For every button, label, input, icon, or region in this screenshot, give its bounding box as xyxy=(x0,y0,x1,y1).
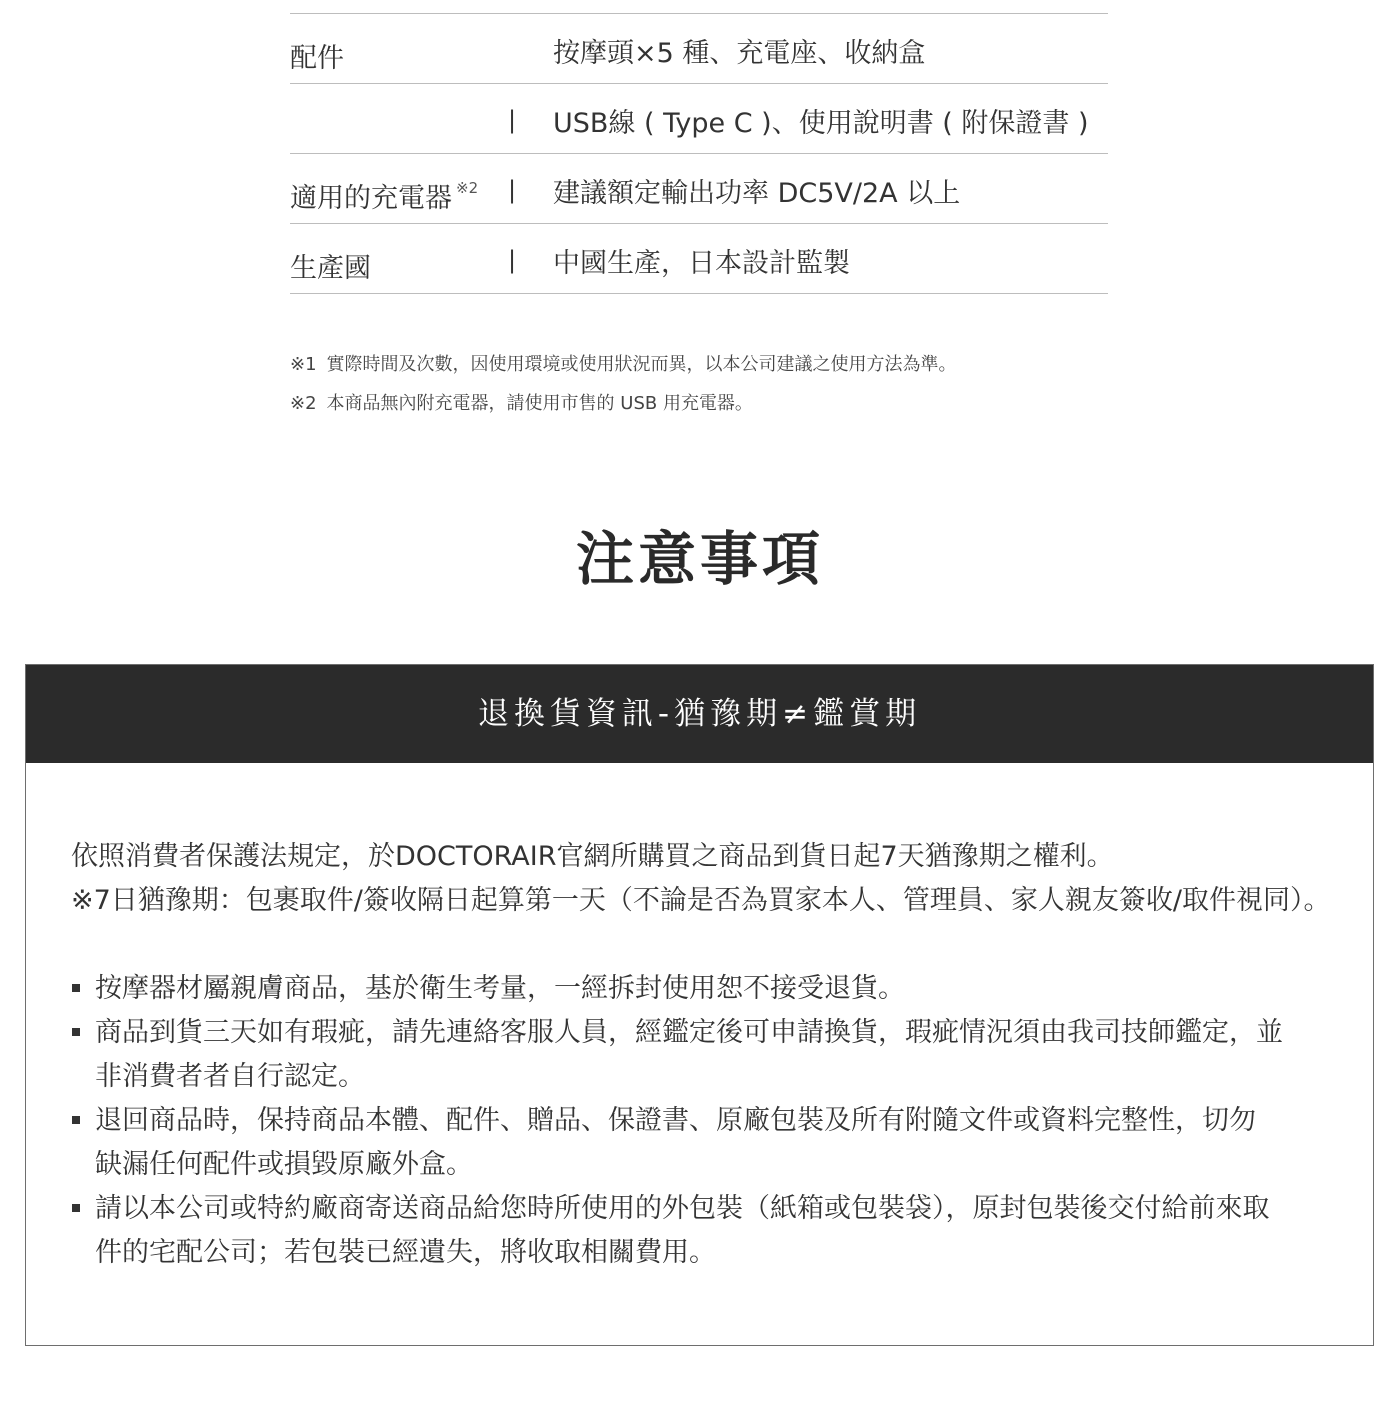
return-policy-body xyxy=(71,835,1351,1275)
rule-item xyxy=(71,1099,1351,1187)
footnotes xyxy=(290,345,957,423)
rule-line: 件的宅配公司；若包裝已經遺失，將收取相關費用。 xyxy=(95,1237,716,1268)
spec-value: 按摩頭×5 種、充電座、收納盒 xyxy=(553,38,926,69)
spec-value: 中國生產，日本設計監製 xyxy=(553,248,850,279)
footnote-1 xyxy=(290,345,957,384)
section-title: 注意事項 xyxy=(575,525,824,593)
spec-value: 建議額定輸出功率 DC5V/2A 以上 xyxy=(553,178,961,209)
spec-separator: | xyxy=(508,246,517,274)
intro-line: ※7日猶豫期：包裹取件/簽收隔日起算第一天（不論是否為買家本人、管理員、家人親友簽收/取件視同）。 xyxy=(71,885,1331,916)
spec-row-accessories xyxy=(290,14,1108,84)
spec-label-text: 適用的充電器 xyxy=(290,183,452,214)
rule-item xyxy=(71,1011,1351,1099)
rule-line: 商品到貨三天如有瑕疵，請先連絡客服人員，經鑑定後可申請換貨，瑕疵情況須由我司技師鑑定，並 xyxy=(95,1017,1283,1048)
spec-separator: | xyxy=(508,106,517,134)
footnote-ref: ※2 xyxy=(456,179,479,197)
rule-line: 缺漏任何配件或損毀原廠外盒。 xyxy=(95,1149,473,1180)
footnote-2 xyxy=(290,384,957,423)
return-policy-box xyxy=(25,664,1374,1346)
rule-line: 非消費者者自行認定。 xyxy=(95,1061,365,1092)
footnote-text: 實際時間及次數，因使用環境或使用狀況而異，以本公司建議之使用方法為準。 xyxy=(326,354,957,375)
footnote-mark: ※1 xyxy=(290,354,317,375)
return-policy-header: 退換貨資訊-猶豫期≠鑑賞期 xyxy=(26,665,1373,763)
rule-line: 退回商品時，保持商品本體、配件、贈品、保證書、原廠包裝及所有附隨文件或資料完整性，切勿 xyxy=(95,1105,1256,1136)
spec-label xyxy=(290,176,478,215)
rule-line: 按摩器材屬親膚商品，基於衛生考量，一經拆封使用恕不接受退貨。 xyxy=(95,973,905,1004)
spec-table xyxy=(290,13,1108,294)
spec-row-charger xyxy=(290,154,1108,224)
rule-item xyxy=(71,967,1351,1011)
rule-line: 請以本公司或特約廠商寄送商品給您時所使用的外包裝（紙箱或包裝袋），原封包裝後交付給前來取 xyxy=(95,1193,1270,1224)
rules-list xyxy=(71,967,1351,1275)
intro-line: 依照消費者保護法規定，於DOCTORAIR官網所購買之商品到貨日起7天猶豫期之權利。 xyxy=(71,841,1114,872)
spec-value: USB線 ( Type C )、使用說明書 ( 附保證書 ) xyxy=(553,108,1089,139)
spec-row-origin xyxy=(290,224,1108,294)
spec-label: 生產國 xyxy=(290,253,371,284)
spec-row-accessories-continued xyxy=(290,84,1108,154)
spec-label: 配件 xyxy=(290,43,344,74)
footnote-mark: ※2 xyxy=(290,393,317,414)
spec-separator: | xyxy=(508,176,517,204)
footnote-text: 本商品無內附充電器，請使用市售的 USB 用充電器。 xyxy=(326,393,753,414)
rule-item xyxy=(71,1187,1351,1275)
